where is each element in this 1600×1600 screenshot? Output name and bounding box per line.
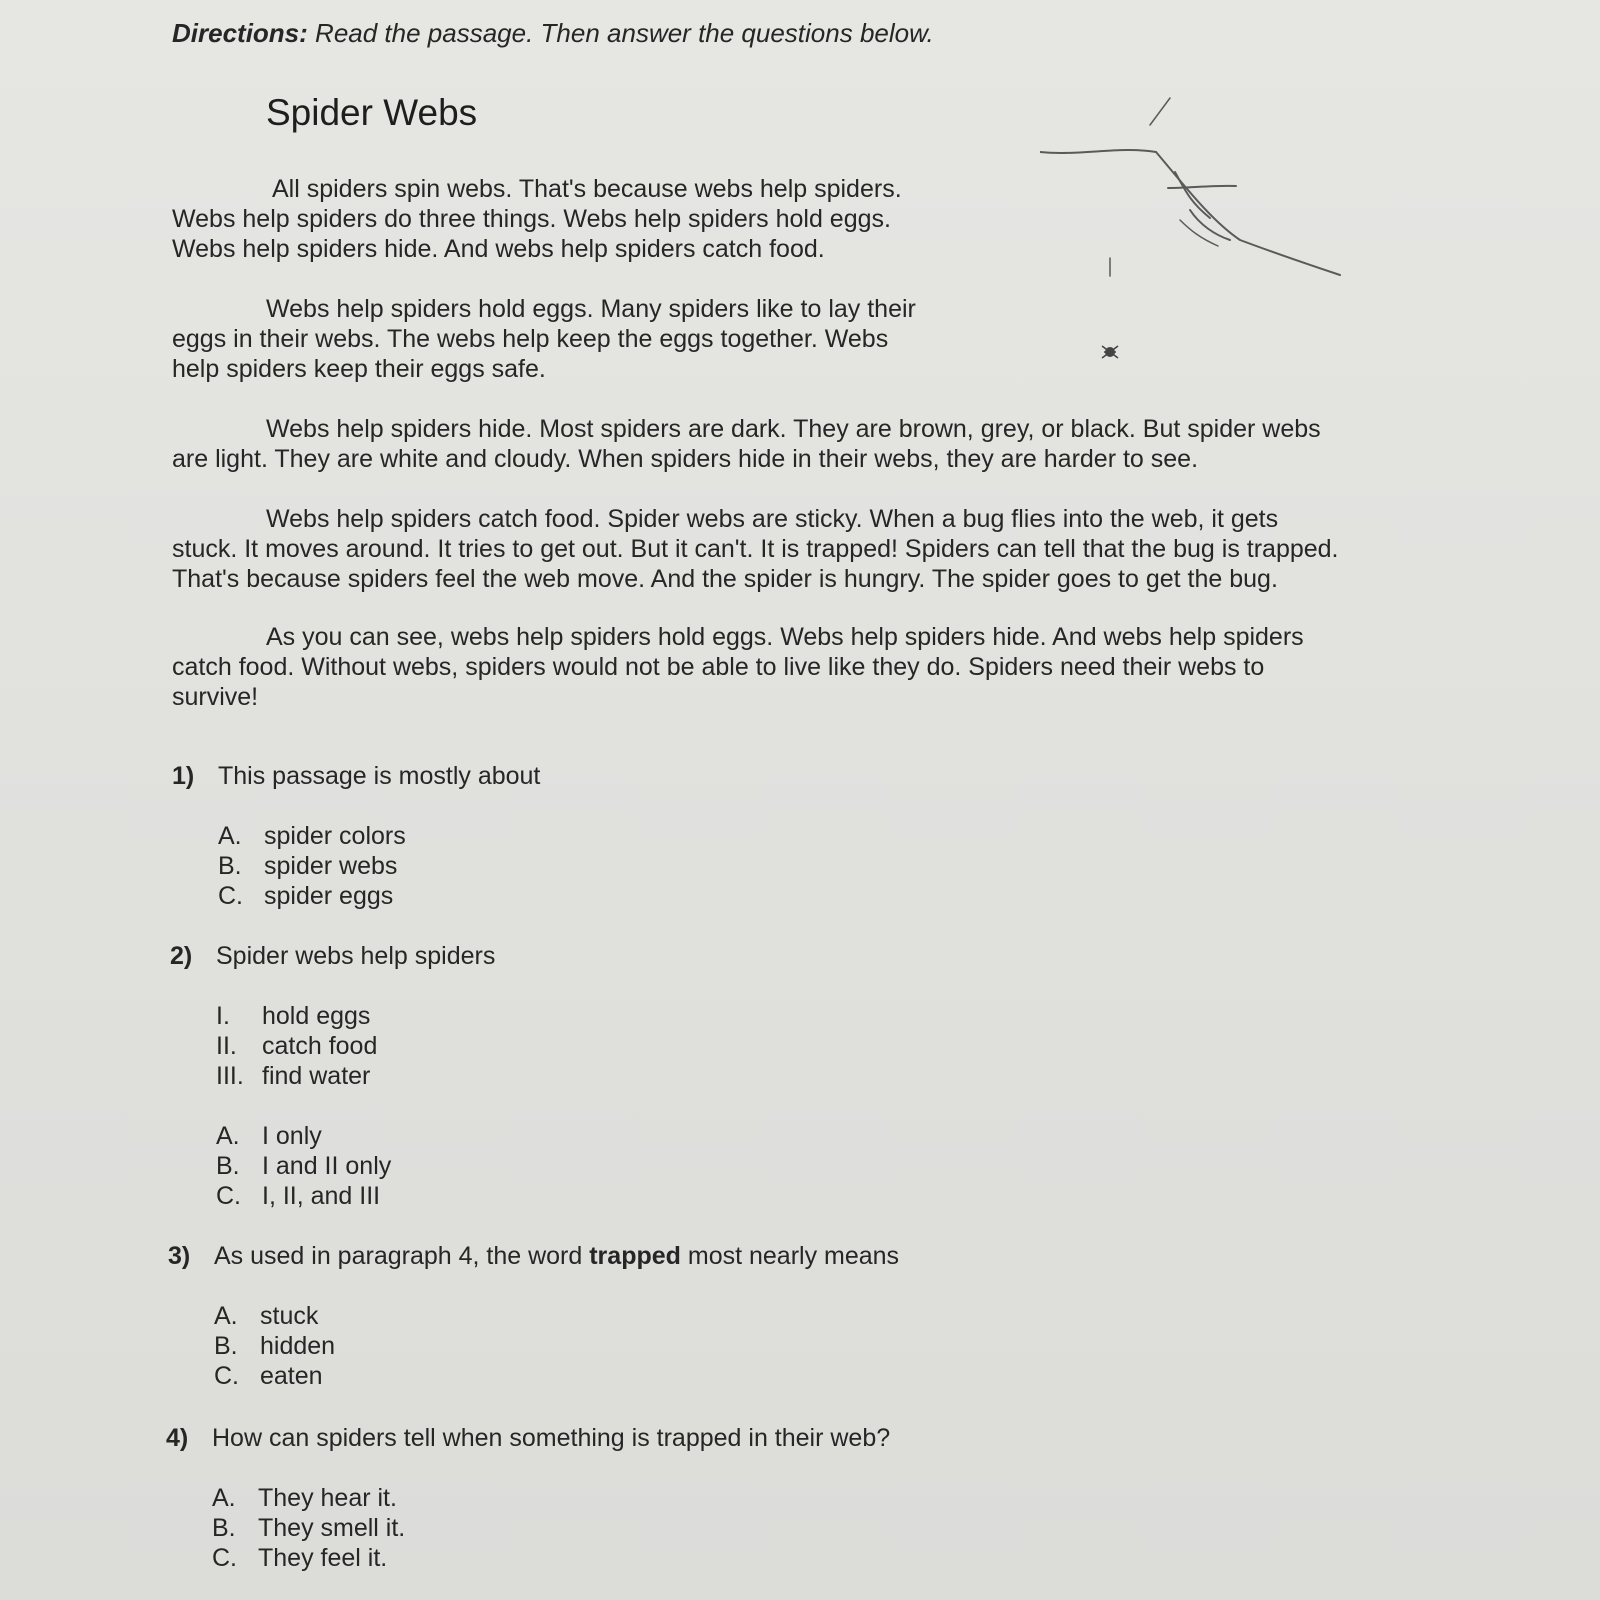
- paragraph-1-line-1: All spiders spin webs. That's because webs help spiders.: [272, 175, 902, 203]
- paragraph-5-line-3: survive!: [172, 683, 259, 711]
- q1-option-a[interactable]: A. spider colors: [218, 822, 406, 850]
- paragraph-4-line-1: Webs help spiders catch food. Spider webs are sticky. When a bug flies into the web, it gets: [266, 505, 1279, 533]
- question-text-before: As used in paragraph 4, the word: [214, 1242, 590, 1270]
- q1-option-c[interactable]: C. spider eggs: [218, 882, 394, 910]
- q2-roman-i: I. hold eggs: [216, 1002, 371, 1030]
- q3-option-c[interactable]: C. eaten: [214, 1362, 323, 1390]
- q4-option-c[interactable]: C. They feel it.: [212, 1544, 388, 1572]
- directions: [172, 18, 934, 49]
- question-text: This passage is mostly about: [218, 762, 541, 790]
- question-number: 4): [166, 1424, 189, 1452]
- q3-option-b[interactable]: B. hidden: [214, 1332, 336, 1360]
- spider-web-icon: [1040, 90, 1380, 380]
- q2-roman-iii: III. find water: [216, 1062, 371, 1090]
- paragraph-4-line-2: stuck. It moves around. It tries to get out. But it can't. It is trapped! Spiders can tell that the bug is trapped.: [172, 535, 1339, 563]
- question-number: 3): [168, 1242, 191, 1270]
- spider-icon: [1102, 346, 1118, 358]
- question-text: Spider webs help spiders: [216, 942, 496, 970]
- paragraph-1-line-3: Webs help spiders hide. And webs help spiders catch food.: [172, 235, 825, 263]
- question-2: [170, 942, 495, 971]
- question-text: How can spiders tell when something is trapped in their web?: [212, 1424, 891, 1452]
- q2-option-a[interactable]: A. I only: [216, 1122, 322, 1150]
- q2-option-b[interactable]: B. I and II only: [216, 1152, 392, 1180]
- paragraph-5-line-1: As you can see, webs help spiders hold eggs. Webs help spiders hide. And webs help spiders: [266, 623, 1304, 651]
- paragraph-4-line-3: That's because spiders feel the web move. And the spider is hungry. The spider goes to get the bug.: [172, 565, 1278, 593]
- paragraph-2-line-1: Webs help spiders hold eggs. Many spiders like to lay their: [266, 295, 916, 323]
- passage-title: Spider Webs: [266, 92, 478, 133]
- directions-label: Directions:: [172, 18, 308, 48]
- directions-text: Read the passage. Then answer the questions below.: [315, 18, 934, 48]
- paragraph-1-line-2: Webs help spiders do three things. Webs help spiders hold eggs.: [172, 205, 891, 233]
- question-number: 1): [172, 762, 195, 790]
- paragraph-3-line-1: Webs help spiders hide. Most spiders are dark. They are brown, grey, or black. But spider webs: [266, 415, 1321, 443]
- question-number: 2): [170, 942, 193, 970]
- question-bold-word: trapped: [589, 1242, 681, 1270]
- paragraph-2-line-3: help spiders keep their eggs safe.: [172, 355, 546, 383]
- q1-option-b[interactable]: B. spider webs: [218, 852, 398, 880]
- q2-roman-ii: II. catch food: [216, 1032, 378, 1060]
- paragraph-2-line-2: eggs in their webs. The webs help keep the eggs together. Webs: [172, 325, 889, 353]
- question-1: [172, 762, 540, 791]
- question-3: [168, 1242, 899, 1271]
- q4-option-a[interactable]: A. They hear it.: [212, 1484, 397, 1512]
- q4-option-b[interactable]: B. They smell it.: [212, 1514, 406, 1542]
- q3-option-a[interactable]: A. stuck: [214, 1302, 319, 1330]
- q2-option-c[interactable]: C. I, II, and III: [216, 1182, 381, 1210]
- question-4: [166, 1424, 890, 1453]
- paragraph-3-line-2: are light. They are white and cloudy. When spiders hide in their webs, they are harder to see.: [172, 445, 1199, 473]
- question-text-after: most nearly means: [680, 1242, 900, 1270]
- paragraph-5-line-2: catch food. Without webs, spiders would not be able to live like they do. Spiders need their webs to: [172, 653, 1265, 681]
